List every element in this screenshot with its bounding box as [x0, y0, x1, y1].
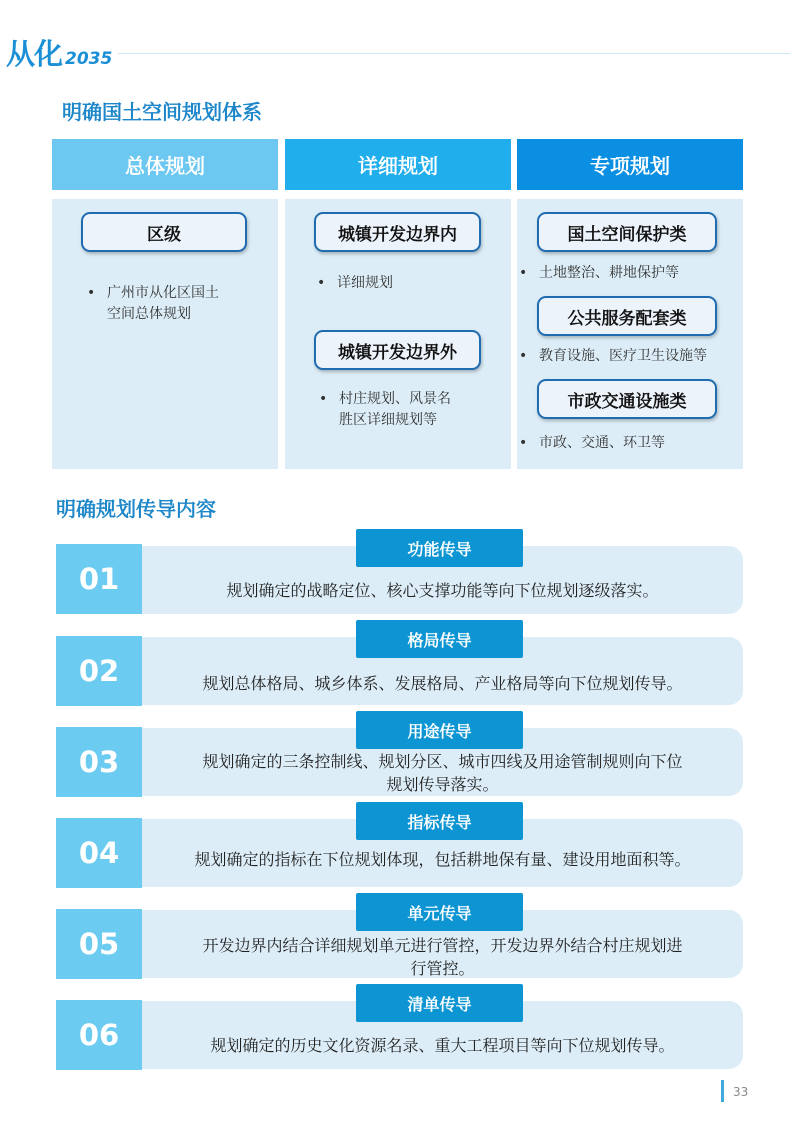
category-pill-outside-boundary: 城镇开发边界外 — [314, 330, 481, 370]
bullet-dot-icon: • — [317, 275, 326, 291]
category-pill-protection: 国土空间保护类 — [537, 212, 717, 252]
row-tag: 用途传导 — [356, 711, 523, 749]
header-divider — [118, 53, 790, 54]
category-pill-public-service: 公共服务配套类 — [537, 296, 717, 336]
brand-year: 2035 — [65, 49, 113, 69]
page-number-marker — [721, 1080, 724, 1102]
row-number: 05 — [56, 909, 142, 979]
column-heading-detailed: 详细规划 — [285, 139, 511, 190]
column-heading-special: 专项规划 — [517, 139, 743, 190]
row-description: 规划确定的指标在下位规划体现，包括耕地保有量、建设用地面积等。 — [194, 850, 691, 869]
row-number: 04 — [56, 818, 142, 888]
column-body-special — [517, 199, 743, 469]
row-tag: 格局传导 — [356, 620, 523, 658]
bullet-dot-icon: • — [319, 391, 328, 407]
bullet-item: • 广州市从化区国土 空间总体规划 — [87, 285, 219, 322]
brand-logo — [6, 32, 112, 73]
row-description: 规划总体格局、城乡体系、发展格局、产业格局等向下位规划传导。 — [202, 674, 683, 693]
category-pill-district: 区级 — [81, 212, 247, 252]
bullet-item: • 市政、交通、环卫等 — [539, 433, 665, 454]
row-number: 01 — [56, 544, 142, 614]
row-description: 开发边界内结合详细规划单元进行管控，开发边界外结合村庄规划进 行管控。 — [202, 936, 683, 978]
category-pill-inside-boundary: 城镇开发边界内 — [314, 212, 481, 252]
row-number: 03 — [56, 727, 142, 797]
bullet-dot-icon: • — [519, 348, 528, 364]
row-description: 规划确定的历史文化资源名录、重大工程项目等向下位规划传导。 — [210, 1036, 675, 1055]
row-tag: 清单传导 — [356, 984, 523, 1022]
section-title-transmission: 明确规划传导内容 — [56, 497, 216, 521]
column-body-detailed — [285, 199, 511, 469]
row-number: 02 — [56, 636, 142, 706]
category-pill-municipal-transport: 市政交通设施类 — [537, 379, 717, 419]
column-body-overall — [52, 199, 278, 469]
bullet-item: • 村庄规划、风景名 胜区详细规划等 — [319, 391, 451, 428]
row-description: 规划确定的战略定位、核心支撑功能等向下位规划逐级落实。 — [226, 581, 659, 600]
bullet-dot-icon: • — [87, 285, 96, 301]
bullet-item: • 土地整治、耕地保护等 — [539, 263, 679, 284]
page-number: 33 — [733, 1085, 749, 1099]
bullet-item: • 详细规划 — [337, 273, 393, 294]
column-heading-overall: 总体规划 — [52, 139, 278, 190]
bullet-dot-icon: • — [519, 435, 528, 451]
row-description: 规划确定的三条控制线、规划分区、城市四线及用途管制规则向下位 规划传导落实。 — [202, 752, 683, 794]
row-tag: 功能传导 — [356, 529, 523, 567]
bullet-item: • 教育设施、医疗卫生设施等 — [539, 346, 707, 367]
bullet-dot-icon: • — [519, 265, 528, 281]
brand-name: 从化 — [6, 37, 63, 71]
row-tag: 单元传导 — [356, 893, 523, 931]
row-tag: 指标传导 — [356, 802, 523, 840]
section-title-planning-system: 明确国土空间规划体系 — [62, 100, 262, 124]
row-number: 06 — [56, 1000, 142, 1070]
